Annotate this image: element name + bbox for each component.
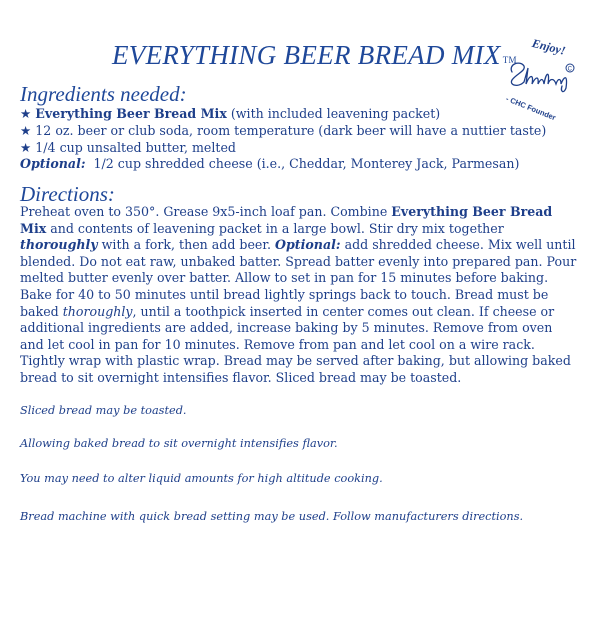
ingredient-detail: (with included leavening packet)	[226, 106, 441, 121]
emphasis-text: thoroughly	[20, 237, 98, 253]
founder-signature-stamp	[498, 30, 588, 123]
ingredients-list	[20, 106, 546, 173]
ingredient-text: 1/4 cup unsalted butter, melted	[35, 139, 236, 155]
star-bullet-icon: ★	[20, 122, 32, 138]
product-name: Everything Beer Bread Mix	[35, 106, 227, 121]
directions-paragraph	[20, 204, 580, 387]
note-altitude: You may need to alter liquid amounts for high altitude cooking.	[20, 472, 383, 485]
directions-text: and contents of leavening packet in a large bowl. Stir dry mix together	[46, 220, 504, 236]
emphasis-text: thoroughly	[62, 303, 133, 319]
directions-text: , until a toothpick inserted in center comes out clean. If cheese or additional ingredients are added, increase baking by 5 minutes. Remove from oven and let cool in pan for 10 minutes. Remove from pan and let cool on a wire rack. Tightly wrap with plastic wrap. Bread may be served after baking, but allowing baked bread to sit overnight intensifies flavor. Sliced bread may be toasted.	[20, 303, 571, 385]
directions-heading: Directions:	[20, 182, 115, 206]
optional-label: Optional:	[275, 237, 341, 253]
directions-text: add shredded cheese. Mix well until blended. Do not eat raw, unbaked batter. Spread batter evenly into prepared pan. Pour melted butter evenly over batter. Allow to set in pan for 15 minutes before baking. Bake for 40 to 50 minutes until bread lightly springs back to touch. Bread must be baked	[20, 237, 577, 319]
svg-text:C: C	[567, 66, 572, 73]
optional-label: Optional:	[20, 156, 86, 172]
note-overnight: Allowing baked bread to sit overnight intensifies flavor.	[20, 437, 338, 450]
product-name: Everything Beer Bread Mix	[20, 204, 553, 236]
note-bread-machine: Bread machine with quick bread setting may be used. Follow manufacturers directions.	[20, 510, 524, 523]
ingredient-text: 12 oz. beer or club soda, room temperature (dark beer will have a nuttier taste)	[35, 122, 547, 138]
list-item-optional	[20, 156, 546, 173]
directions-text: Preheat oven to 350°. Grease 9x5-inch loaf pan. Combine	[20, 204, 392, 219]
list-item	[20, 140, 546, 157]
star-bullet-icon: ★	[20, 139, 32, 155]
list-item	[20, 106, 546, 123]
founder-caption: - CHC Founder	[504, 94, 558, 123]
signature-icon	[506, 54, 576, 94]
star-bullet-icon: ★	[20, 106, 32, 121]
list-item	[20, 123, 546, 140]
note-toasted: Sliced bread may be toasted.	[20, 404, 187, 417]
page-title: EVERYTHING BEER BREAD MIX TM	[112, 40, 517, 70]
trademark-mark: TM	[502, 55, 517, 65]
enjoy-text: Enjoy!	[530, 36, 568, 58]
ingredients-heading: Ingredients needed:	[20, 82, 187, 106]
ingredient-text: 1/2 cup shredded cheese (i.e., Cheddar, Monterey Jack, Parmesan)	[85, 156, 520, 172]
directions-text: with a fork, then add beer.	[97, 237, 276, 253]
